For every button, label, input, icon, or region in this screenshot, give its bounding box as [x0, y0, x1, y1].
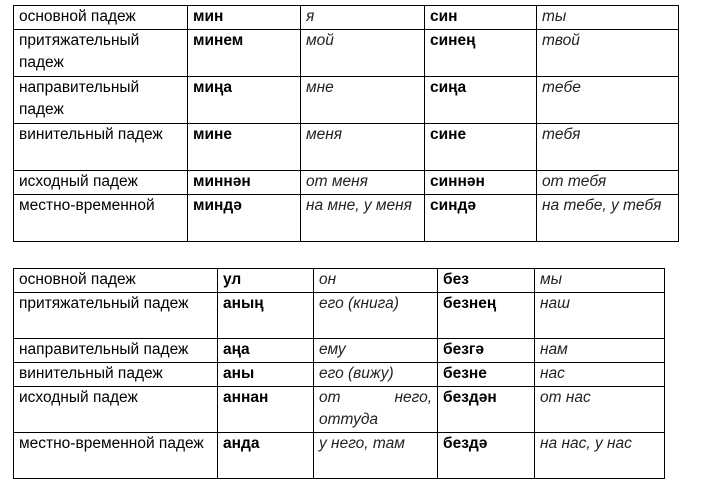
translation-cell: ты	[537, 6, 679, 30]
case-name-cell: основной падеж	[14, 269, 218, 293]
table-row	[14, 124, 679, 171]
translation-cell: на тебе, у тебя	[537, 195, 679, 242]
case-name-cell: исходный падеж	[14, 387, 218, 433]
tatar-form-cell: бездә	[438, 433, 535, 479]
tatar-form-cell: безгә	[438, 339, 535, 363]
translation-cell: на мне, у меня	[301, 195, 425, 242]
translation-cell: ему	[314, 339, 438, 363]
translation-cell: его (вижу)	[314, 363, 438, 387]
case-name-cell: винительный падеж	[14, 124, 188, 171]
translation-cell: нам	[535, 339, 665, 363]
translation-cell: от нас	[535, 387, 665, 433]
tatar-form-cell: синдә	[425, 195, 537, 242]
table-row	[14, 387, 665, 433]
translation-cell: мой	[301, 30, 425, 77]
tatar-form-cell: аннан	[218, 387, 314, 433]
case-name-cell: притяжательный падеж	[14, 30, 188, 77]
translation-cell: я	[301, 6, 425, 30]
tatar-form-cell: миңа	[188, 77, 301, 124]
pronoun-table-singular	[13, 5, 679, 242]
tatar-form-cell: мине	[188, 124, 301, 171]
translation-cell: у него, там	[314, 433, 438, 479]
translation-cell: меня	[301, 124, 425, 171]
table-row	[14, 6, 679, 30]
translation-cell: тебя	[537, 124, 679, 171]
tatar-form-cell: миннән	[188, 171, 301, 195]
tatar-form-cell: аңа	[218, 339, 314, 363]
tatar-form-cell: аның	[218, 293, 314, 339]
translation-cell: нас	[535, 363, 665, 387]
case-name-cell: направительный падеж	[14, 339, 218, 363]
tatar-form-cell: бездән	[438, 387, 535, 433]
table-row	[14, 195, 679, 242]
tatar-form-cell: минем	[188, 30, 301, 77]
tatar-form-cell: ул	[218, 269, 314, 293]
table-row	[14, 77, 679, 124]
translation-cell: твой	[537, 30, 679, 77]
case-name-cell: основной падеж	[14, 6, 188, 30]
table-row	[14, 269, 665, 293]
translation-cell: он	[314, 269, 438, 293]
tatar-form-cell: синең	[425, 30, 537, 77]
case-name-cell: местно-временной	[14, 195, 188, 242]
translation-cell: от тебя	[537, 171, 679, 195]
tatar-form-cell: безне	[438, 363, 535, 387]
table-row	[14, 363, 665, 387]
translation-cell: от меня	[301, 171, 425, 195]
case-name-cell: притяжательный падеж	[14, 293, 218, 339]
case-name-cell: местно-временной падеж	[14, 433, 218, 479]
tatar-form-cell: сине	[425, 124, 537, 171]
tatar-form-cell: безнең	[438, 293, 535, 339]
translation-cell: на нас, у нас	[535, 433, 665, 479]
pronoun-table-third-plural	[13, 268, 665, 479]
table-row	[14, 339, 665, 363]
tatar-form-cell: анда	[218, 433, 314, 479]
table-row	[14, 171, 679, 195]
translation-cell: наш	[535, 293, 665, 339]
translation-cell: от него, оттуда	[314, 387, 438, 433]
tatar-form-cell: син	[425, 6, 537, 30]
tatar-form-cell: сиңа	[425, 77, 537, 124]
translation-cell: тебе	[537, 77, 679, 124]
tatar-form-cell: аны	[218, 363, 314, 387]
table-row	[14, 30, 679, 77]
case-name-cell: винительный падеж	[14, 363, 218, 387]
translation-cell: его (книга)	[314, 293, 438, 339]
case-name-cell: направительный падеж	[14, 77, 188, 124]
translation-cell: мне	[301, 77, 425, 124]
tatar-form-cell: синнән	[425, 171, 537, 195]
tatar-form-cell: без	[438, 269, 535, 293]
table-row	[14, 433, 665, 479]
table-row	[14, 293, 665, 339]
case-name-cell: исходный падеж	[14, 171, 188, 195]
tatar-form-cell: мин	[188, 6, 301, 30]
tatar-form-cell: миндә	[188, 195, 301, 242]
translation-cell: мы	[535, 269, 665, 293]
